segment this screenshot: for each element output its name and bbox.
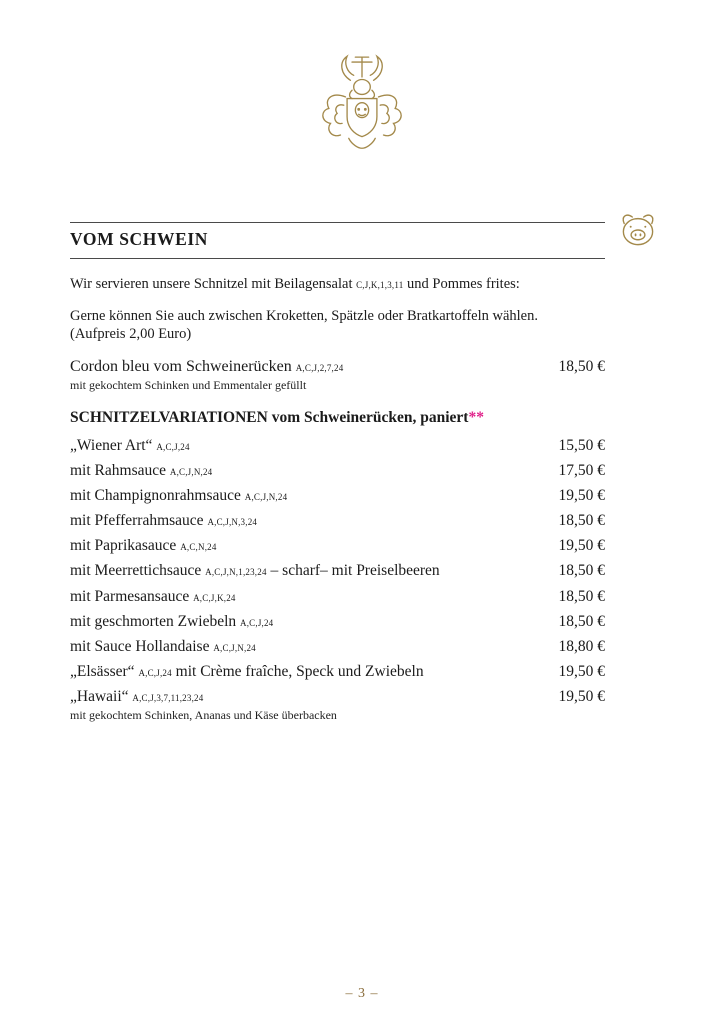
item-description: mit gekochtem Schinken, Ananas und Käse überbacken (70, 707, 337, 722)
item-codes: A,C,N,24 (180, 542, 217, 553)
menu-item (70, 562, 605, 581)
item-codes: A,C,J,24 (240, 617, 274, 628)
page-number: – 3 – (345, 986, 379, 1001)
item-codes: A,C,J,N,24 (244, 492, 288, 503)
intro-text (70, 275, 605, 343)
item-price: 18,50 € (558, 358, 605, 376)
item-price: 17,50 € (558, 462, 605, 480)
item-price: 18,50 € (558, 587, 605, 605)
item-codes: A,C,J,24 (138, 667, 172, 678)
menu-item-featured (70, 357, 605, 393)
item-price: 19,50 € (558, 537, 605, 555)
subsection-title-text: SCHNITZELVARIATIONEN vom Schweinerücken, paniert (70, 408, 469, 426)
intro-line1-post: und Pommes frites: (403, 276, 520, 292)
item-codes: A,C,J,3,7,11,23,24 (132, 692, 204, 703)
menu-item (70, 613, 605, 632)
item-codes: A,C,J,N,24 (169, 467, 213, 478)
item-name: mit geschmorten Zwiebeln (70, 612, 241, 630)
item-codes: A,C,J,N,3,24 (207, 517, 258, 528)
item-price: 18,50 € (558, 562, 605, 580)
allergen-codes: C,J,K,1,3,11 (356, 280, 404, 290)
item-codes: A,C,J,N,24 (213, 642, 256, 653)
menu-items (70, 437, 605, 723)
item-price: 19,50 € (558, 662, 605, 680)
item-price: 18,50 € (558, 512, 605, 530)
menu-item (70, 512, 605, 531)
item-price: 15,50 € (558, 436, 605, 454)
item-price: 18,50 € (558, 612, 605, 630)
item-name: mit Pfefferrahmsauce (70, 512, 208, 530)
subsection-title (70, 409, 605, 427)
item-codes: A,C,J,N,1,23,24 (205, 567, 267, 578)
menu-content (0, 222, 724, 723)
item-name: „Elsässer“ (70, 662, 139, 680)
intro-line-1 (70, 275, 605, 293)
item-name: Cordon bleu vom Schweinerücken (70, 358, 296, 376)
item-suffix: – scharf– mit Preiselbeeren (266, 562, 440, 580)
intro-line-3: (Aufpreis 2,00 Euro) (70, 326, 192, 343)
menu-item (70, 437, 605, 456)
intro-line-2: Gerne können Sie auch zwischen Kroketten, Spätzle oder Bratkartoffeln wählen. (70, 308, 538, 325)
section-title: VOM SCHWEIN (70, 229, 208, 249)
item-price: 18,80 € (558, 637, 605, 655)
menu-item (70, 537, 605, 556)
menu-item (70, 638, 605, 657)
menu-item (70, 588, 605, 607)
subsection-marker: ** (468, 408, 484, 426)
crest-container (0, 0, 724, 162)
item-name: mit Paprikasauce (70, 537, 181, 555)
item-description: mit gekochtem Schinken und Emmentaler gefüllt (70, 377, 307, 392)
item-name: mit Sauce Hollandaise (70, 637, 214, 655)
menu-item (70, 663, 605, 682)
item-name: „Wiener Art“ (70, 436, 157, 454)
section-header (70, 222, 605, 259)
menu-item (70, 688, 605, 723)
item-suffix: mit Crème fraîche, Speck und Zwiebeln (171, 662, 424, 680)
item-name: mit Rahmsauce (70, 462, 170, 480)
item-codes: A,C,J,2,7,24 (295, 363, 344, 374)
item-codes: A,C,J,K,24 (193, 592, 236, 603)
heraldic-crest-icon (304, 50, 420, 162)
intro-line1-pre: Wir servieren unsere Schnitzel mit Beilagensalat (70, 276, 357, 292)
item-price: 19,50 € (558, 687, 605, 705)
item-name: mit Parmesansauce (70, 587, 194, 605)
menu-item (70, 462, 605, 481)
pig-icon (612, 210, 664, 250)
item-codes: A,C,J,24 (156, 441, 190, 452)
item-price: 19,50 € (558, 487, 605, 505)
item-name: mit Meerrettichsauce (70, 562, 206, 580)
item-name: mit Champignonrahmsauce (70, 487, 245, 505)
menu-item (70, 487, 605, 506)
item-name: „Hawaii“ (70, 687, 133, 705)
